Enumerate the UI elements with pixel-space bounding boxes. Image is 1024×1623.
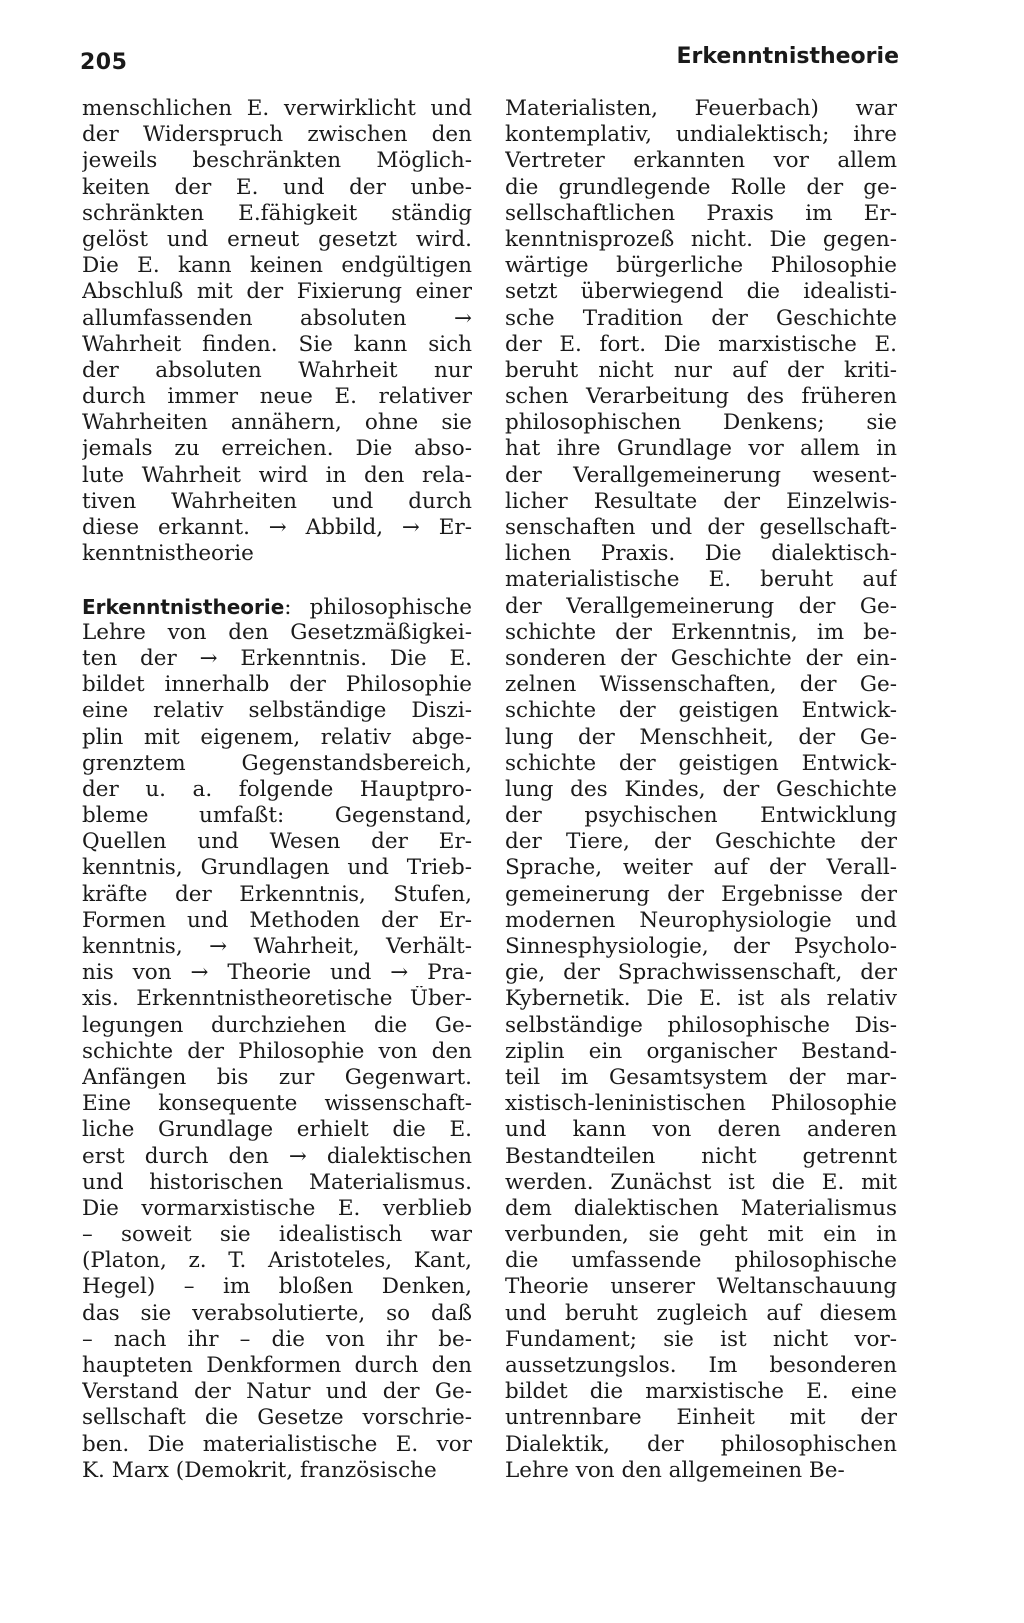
text-line: Fundament; sie ist nicht vor- (505, 1326, 897, 1352)
text-line: schichte der geistigen Entwick- (505, 698, 897, 724)
text-line: xis. Erkenntnistheoretische Über- (82, 986, 472, 1012)
text-line: untrennbare Einheit mit der (505, 1405, 897, 1431)
text-line: Verstand der Natur und der Ge- (82, 1379, 472, 1405)
text-line: selbständige philosophische Dis- (505, 1012, 897, 1038)
text-line: Eine konsequente wissenschaft- (82, 1091, 472, 1117)
text-line: licher Resultate der Einzelwis- (505, 488, 897, 514)
text-line: (Platon, z. T. Aristoteles, Kant, (82, 1248, 472, 1274)
text-line: erst durch den → dialektischen (82, 1143, 472, 1169)
text-line: schen Verarbeitung des früheren (505, 384, 897, 410)
text-line: kenntnis, → Wahrheit, Verhält- (82, 934, 472, 959)
text-line: Vertreter erkannten vor allem (505, 148, 897, 174)
text-line: tiven Wahrheiten und durch (82, 488, 472, 514)
text-line: sche Tradition der Geschichte (505, 305, 897, 331)
text-line: und kann von deren anderen (505, 1117, 897, 1143)
text-line: diese erkannt. → Abbild, → Er- (82, 515, 472, 540)
paragraph-gap (82, 567, 472, 593)
text-line: bleme umfaßt: Gegenstand, (82, 803, 472, 829)
text-line: Die E. kann keinen endgültigen (82, 253, 472, 279)
text-line: aussetzungslos. Im besonderen (505, 1353, 897, 1378)
text-line: sellschaftlichen Praxis im Er- (505, 200, 897, 226)
text-line: wärtige bürgerliche Philosophie (505, 253, 897, 279)
text-line: ten der → Erkenntnis. Die E. (82, 645, 472, 671)
text-line: lichen Praxis. Die dialektisch- (505, 541, 897, 567)
running-head: Erkenntnistheorie (676, 44, 899, 69)
text-line: gemeinerung der Ergebnisse der (505, 881, 897, 907)
left-column (82, 96, 472, 1484)
text-line: kontemplativ, undialektisch; ihre (505, 122, 897, 148)
text-line: sonderen der Geschichte der ein- (505, 645, 897, 671)
text-line: lung der Menschheit, der Ge- (505, 724, 897, 750)
text-line: teil im Gesamtsystem der mar- (505, 1064, 897, 1090)
text-line: und beruht zugleich auf diesem (505, 1300, 897, 1326)
text-line: ziplin ein organischer Bestand- (505, 1038, 897, 1064)
text-line: schichte der geistigen Entwick- (505, 750, 897, 776)
text-line: keiten der E. und der unbe- (82, 174, 472, 200)
text-line: Materialisten, Feuerbach) war (505, 96, 897, 121)
text-line: der E. fort. Die marxistische E. (505, 331, 897, 357)
text-line: lute Wahrheit wird in den rela- (82, 462, 472, 488)
text-line: Hegel) – im bloßen Denken, (82, 1274, 472, 1300)
text-line: kenntnistheorie (82, 541, 254, 567)
text-line: der psychischen Entwicklung (505, 803, 897, 829)
text-line: grenztem Gegenstandsbereich, (82, 750, 472, 776)
text-line: legungen durchziehen die Ge- (82, 1012, 472, 1038)
text-line: allumfassenden absoluten → (82, 305, 472, 331)
text-line: kenntnis, Grundlagen und Trieb- (82, 855, 472, 881)
text-line: der Verallgemeinerung wesent- (505, 462, 897, 488)
text-line: kräfte der Erkenntnis, Stufen, (82, 881, 472, 907)
text-line: liche Grundlage erhielt die E. (82, 1117, 472, 1143)
text-line: plin mit eigenem, relativ abge- (82, 724, 472, 750)
text-line: philosophischen Denkens; sie (505, 410, 897, 436)
text-line: Lehre von den Gesetzmäßigkei- (82, 619, 472, 645)
text-line: schichte der Erkenntnis, im be- (505, 619, 897, 645)
text-line: Quellen und Wesen der Er- (82, 829, 472, 855)
text-line: Theorie unserer Weltanschauung (505, 1274, 897, 1300)
text-line: schränkten E.fähigkeit ständig (82, 200, 472, 226)
text-line: hat ihre Grundlage vor allem in (505, 436, 897, 462)
text-line: zelnen Wissenschaften, der Ge- (505, 672, 897, 698)
text-line: haupteten Denkformen durch den (82, 1353, 472, 1378)
text-line: – soweit sie idealistisch war (82, 1222, 472, 1248)
text-line: der Tiere, der Geschichte der (505, 829, 897, 855)
text-line: Sinnesphysiologie, der Psycholo- (505, 934, 897, 959)
text-line: durch immer neue E. relativer (82, 384, 472, 410)
text-line: beruht nicht nur auf der kriti- (505, 357, 897, 383)
text-line: der Verallgemeinerung der Ge- (505, 593, 897, 619)
text-line: Bestandteilen nicht getrennt (505, 1143, 897, 1169)
text-line: Erkenntnistheorie: philosophische (82, 594, 472, 620)
entry-headword: Erkenntnistheorie (82, 594, 285, 619)
right-column (505, 96, 897, 1484)
text-line: gelöst und erneut gesetzt wird. (82, 226, 472, 252)
text-line: der Widerspruch zwischen den (82, 122, 472, 148)
text-line: Sprache, weiter auf der Verall- (505, 855, 897, 881)
text-line: jeweils beschränkten Möglich- (82, 148, 472, 174)
text-line: materialistische E. beruht auf (505, 567, 897, 593)
text-line: Kybernetik. Die E. ist als relativ (505, 986, 897, 1012)
text-line: – nach ihr – die von ihr be- (82, 1326, 472, 1352)
text-line: modernen Neurophysiologie und (505, 907, 897, 933)
page-number: 205 (80, 50, 128, 75)
text-line: K. Marx (Demokrit, französische (82, 1457, 437, 1483)
text-line: der u. a. folgende Hauptpro- (82, 776, 472, 802)
text-line: Formen und Methoden der Er- (82, 907, 472, 933)
text-line: gie, der Sprachwissenschaft, der (505, 960, 897, 986)
text-line: lung des Kindes, der Geschichte (505, 776, 897, 802)
text-line: bildet innerhalb der Philosophie (82, 672, 472, 698)
text-line: die grundlegende Rolle der ge- (505, 174, 897, 200)
text-line: Dialektik, der philosophischen (505, 1431, 897, 1457)
text-line: jemals zu erreichen. Die abso- (82, 436, 472, 462)
text-line: Die vormarxistische E. verblieb (82, 1195, 472, 1221)
text-line: senschaften und der gesellschaft- (505, 515, 897, 540)
text-line: bildet die marxistische E. eine (505, 1379, 897, 1405)
text-line: Wahrheit finden. Sie kann sich (82, 331, 472, 357)
text-line: kenntnisprozeß nicht. Die gegen- (505, 226, 897, 252)
text-line: dem dialektischen Materialismus (505, 1195, 897, 1221)
text-line: nis von → Theorie und → Pra- (82, 960, 472, 986)
text-line: werden. Zunächst ist die E. mit (505, 1169, 897, 1195)
text-line: schichte der Philosophie von den (82, 1038, 472, 1064)
text-line: setzt überwiegend die idealisti- (505, 279, 897, 305)
text-line: der absoluten Wahrheit nur (82, 357, 472, 383)
text-line: und historischen Materialismus. (82, 1169, 472, 1195)
text-line: Anfängen bis zur Gegenwart. (82, 1064, 472, 1090)
text-line: ben. Die materialistische E. vor (82, 1431, 472, 1457)
text-line: Lehre von den allgemeinen Be- (505, 1457, 845, 1483)
text-line: sellschaft die Gesetze vorschrie- (82, 1405, 472, 1431)
text-line: Abschluß mit der Fixierung einer (82, 279, 472, 305)
text-line: das sie verabsolutierte, so daß (82, 1300, 472, 1326)
text-line: verbunden, sie geht mit ein in (505, 1222, 897, 1248)
text-line: Wahrheiten annähern, ohne sie (82, 410, 472, 436)
text-line: menschlichen E. verwirklicht und (82, 96, 472, 121)
text-line: die umfassende philosophische (505, 1248, 897, 1274)
text-line: xistisch-leninistischen Philosophie (505, 1091, 897, 1117)
text-line: eine relativ selbständige Diszi- (82, 698, 472, 724)
